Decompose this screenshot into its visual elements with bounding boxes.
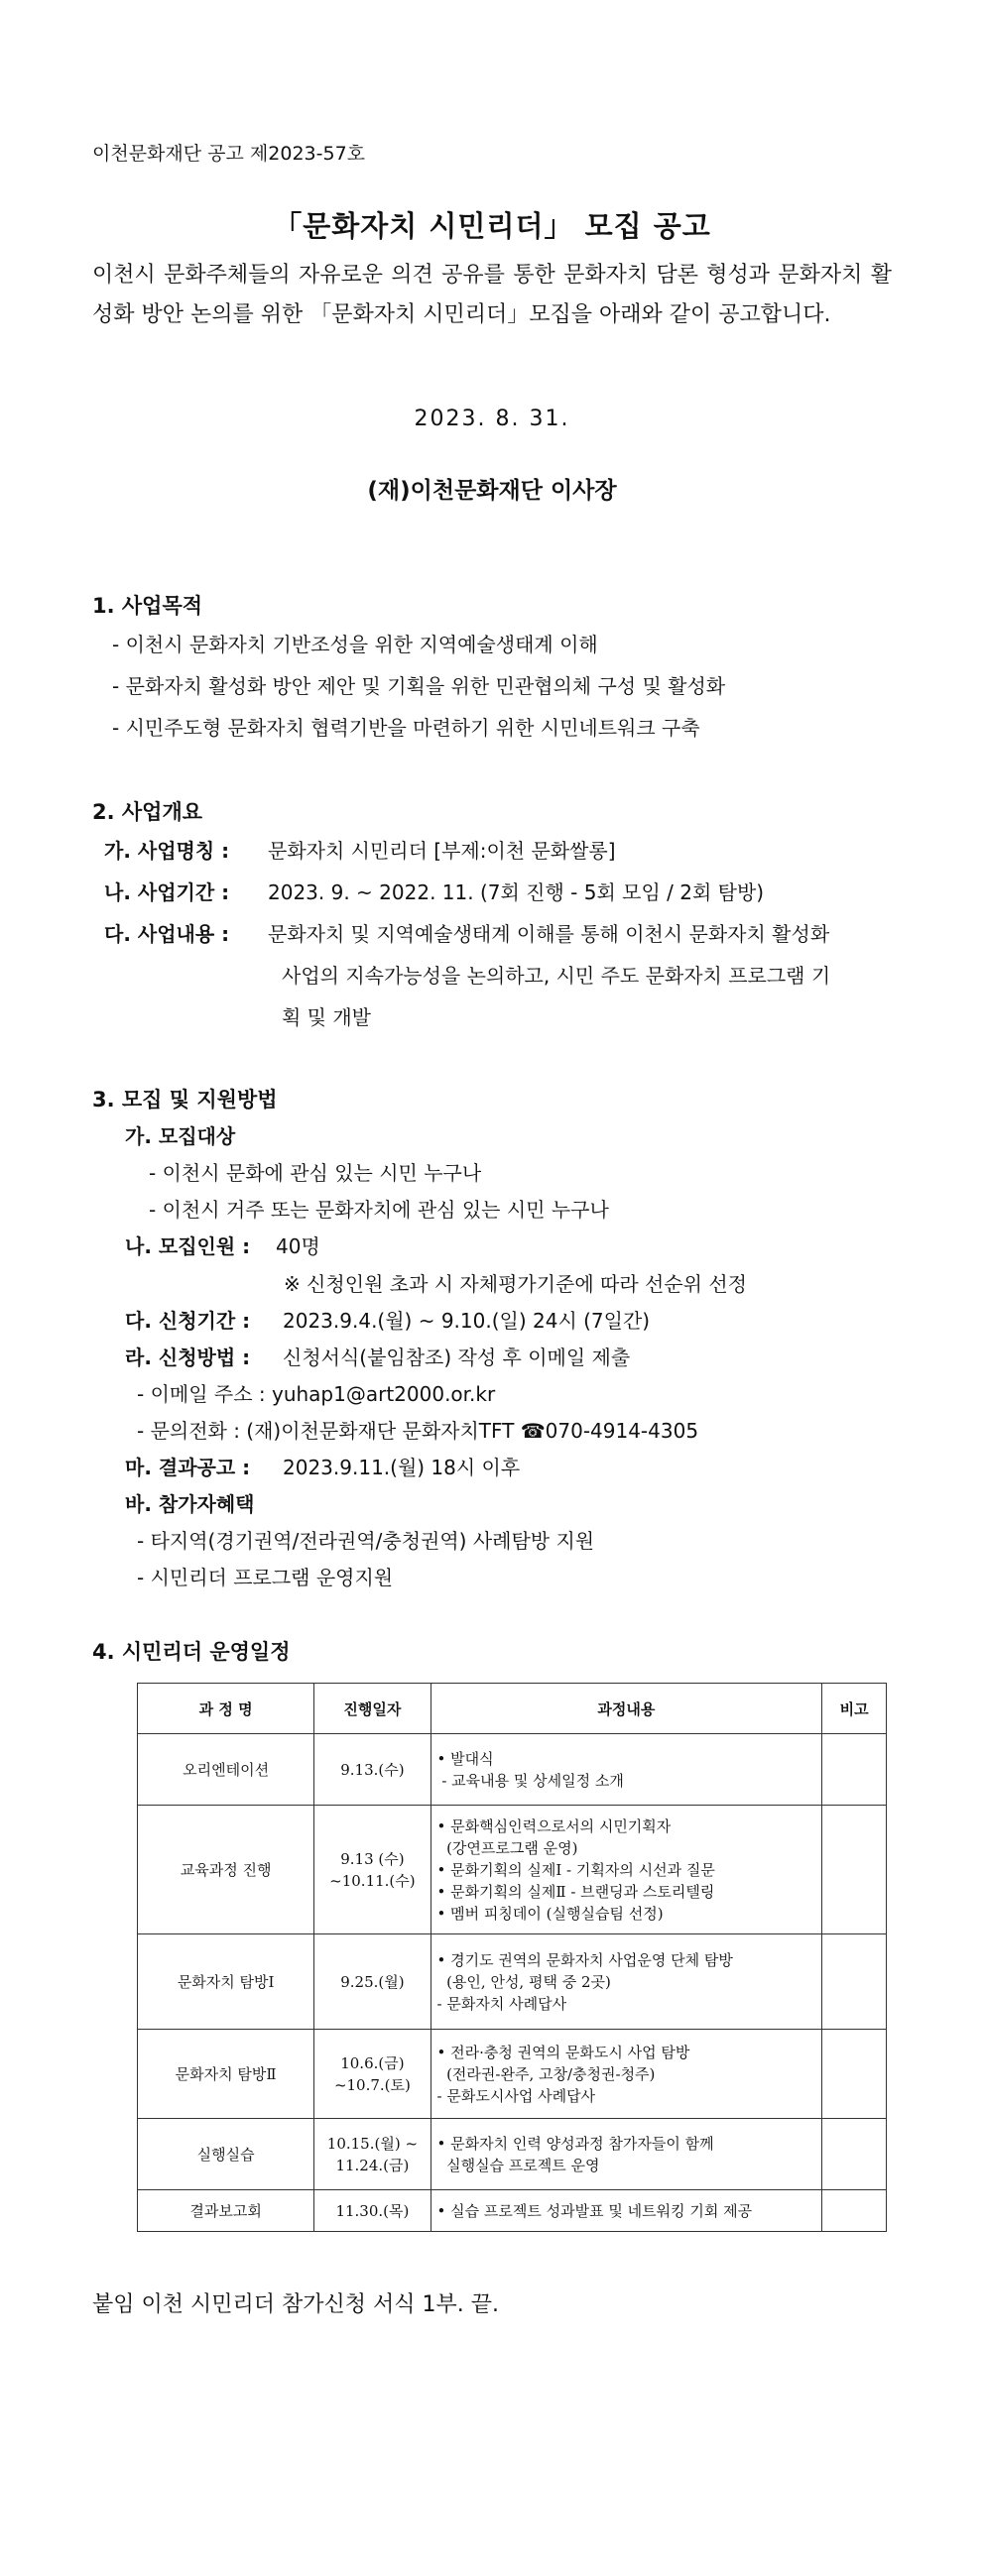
project-content-label: 다. 사업내용 : [104,922,230,946]
date-cell [314,1734,430,1806]
date-cell [314,2190,430,2232]
note-cell [822,2119,887,2190]
date-line: ~10.11.(수) [329,1871,416,1890]
table-row [138,2190,887,2232]
content-line: 실행실습 프로젝트 운영 [436,2156,600,2174]
content-line: - 문화도시사업 사례답사 [436,2086,596,2105]
content-line: (용인, 안성, 평택 중 2곳) [436,1972,611,1991]
result-label: 마. 결과공고 : [125,1456,251,1479]
schedule-table [137,1683,887,2232]
benefit-item: - 시민리더 프로그램 운영지원 [137,1566,394,1589]
course-name-cell: 문화자치 탐방Ⅰ [138,1934,314,2030]
count-value: 40명 [276,1234,320,1258]
intro-paragraph: 이천시 문화주체들의 자유로운 의견 공유를 통한 문화자치 담론 형성과 문화자치 활성화 방안 논의를 위한 「문화자치 시민리더」모집을 아래와 같이 공고합니다. [92,263,892,327]
project-period-value: 2023. 9. ~ 2022. 11. (7회 진행 - 5회 모임 / 2회 탐방) [268,880,765,904]
table-row [138,2030,887,2119]
section-1-heading: 1. 사업목적 [92,594,203,618]
benefit-label: 바. 참가자혜택 [125,1492,255,1516]
content-line: • 전라·충청 권역의 문화도시 사업 탐방 [436,2043,690,2061]
apply-period-value: 2023.9.4.(월) ~ 9.10.(일) 24시 (7일간) [283,1309,651,1333]
section-3-heading: 3. 모집 및 지원방법 [92,1088,278,1112]
date-line: 11.24.(금) [335,2156,410,2174]
notice-date: 2023. 8. 31. [414,407,570,431]
course-name-cell: 문화자치 탐방Ⅱ [138,2030,314,2119]
content-cell [430,1934,822,2030]
column-header: 진행일자 [314,1684,430,1734]
project-name-label: 가. 사업명칭 : [104,839,230,863]
date-cell [314,1806,430,1934]
apply-period-label: 다. 신청기간 : [125,1309,251,1333]
column-header: 과 정 명 [138,1684,314,1734]
content-line: • 문화기획의 실제Ⅱ - 브랜딩과 스토리텔링 [436,1882,715,1901]
table-row [138,1734,887,1806]
note-cell [822,2030,887,2119]
content-cell [430,2030,822,2119]
content-line: • 경기도 권역의 문화자치 사업운영 단체 탐방 [436,1950,733,1969]
course-name-cell: 실행실습 [138,2119,314,2190]
project-content-line: 사업의 지속가능성을 논의하고, 시민 주도 문화자치 프로그램 기 [282,964,831,988]
content-line: • 문화자치 인력 양성과정 참가자들이 함께 [436,2134,714,2153]
purpose-item: - 이천시 문화자치 기반조성을 위한 지역예술생태계 이해 [112,633,598,656]
content-line: • 실습 프로젝트 성과발표 및 네트워킹 기회 제공 [436,2201,753,2220]
attachment-note: 붙임 이천 시민리더 참가신청 서식 1부. 끝. [92,2292,499,2317]
purpose-item: - 시민주도형 문화자치 협력기반을 마련하기 위한 시민네트워크 구축 [112,716,700,740]
count-note: ※ 신청인원 초과 시 자체평가기준에 따라 선순위 선정 [284,1272,747,1296]
date-cell [314,2119,430,2190]
project-content-line: 획 및 개발 [282,1005,371,1029]
phone-line: - 문의전화 : (재)이천문화재단 문화자치TFT ☎070-4914-4305 [137,1419,699,1443]
result-value: 2023.9.11.(월) 18시 이후 [283,1456,521,1479]
course-name-cell: 오리엔테이션 [138,1734,314,1806]
content-line: - 교육내용 및 상세일정 소개 [436,1771,624,1790]
date-line: 10.6.(금) [340,2053,405,2072]
table-row [138,2119,887,2190]
date-line: ~10.7.(토) [333,2075,411,2094]
table-row [138,1934,887,2030]
content-line: • 문화기획의 실제Ⅰ - 기획자의 시선과 질문 [436,1860,715,1879]
date-line: 11.30.(목) [335,2201,410,2220]
apply-method-label: 라. 신청방법 : [125,1346,251,1369]
column-header: 비고 [822,1684,887,1734]
page-title: 「문화자치 시민리더」 모집 공고 [273,209,711,243]
course-name-cell: 결과보고회 [138,2190,314,2232]
project-name-value: 문화자치 시민리더 [부제:이천 문화쌀롱] [268,839,616,863]
benefit-item: - 타지역(경기권역/전라권역/충청권역) 사례탐방 지원 [137,1529,595,1553]
content-line: • 발대식 [436,1749,494,1768]
content-cell [430,2119,822,2190]
content-cell [430,1806,822,1934]
notice-reference: 이천문화재단 공고 제2023-57호 [92,143,366,165]
date-line: 9.25.(월) [340,1972,405,1991]
date-line: 10.15.(월) ~ [326,2134,419,2153]
note-cell [822,1734,887,1806]
project-content-line: 문화자치 및 지역예술생태계 이해를 통해 이천시 문화자치 활성화 [268,922,830,946]
note-cell [822,2190,887,2232]
note-cell [822,1806,887,1934]
content-cell [430,2190,822,2232]
project-period-label: 나. 사업기간 : [104,880,230,904]
target-item: - 이천시 문화에 관심 있는 시민 누구나 [149,1161,482,1185]
content-cell [430,1734,822,1806]
note-cell [822,1934,887,2030]
content-line: - 문화자치 사례답사 [436,1994,567,2013]
issuer: (재)이천문화재단 이사장 [367,478,617,504]
date-cell [314,2030,430,2119]
section-4-heading: 4. 시민리더 운영일정 [92,1640,291,1664]
content-line: • 문화핵심인력으로서의 시민기획자 [436,1816,672,1835]
content-line: (강연프로그램 운영) [436,1838,578,1857]
content-line: (전라권-완주, 고창/충청권-청주) [436,2064,656,2083]
date-line: 9.13.(수) [340,1760,405,1779]
table-header-row [138,1684,887,1734]
target-label: 가. 모집대상 [125,1124,236,1148]
section-2-heading: 2. 사업개요 [92,800,203,824]
column-header: 과정내용 [430,1684,822,1734]
course-name-cell: 교육과정 진행 [138,1806,314,1934]
target-item: - 이천시 거주 또는 문화자치에 관심 있는 시민 누구나 [149,1198,609,1222]
count-label: 나. 모집인원 : [125,1234,251,1258]
email-line: - 이메일 주소 : yuhap1@art2000.or.kr [137,1382,496,1406]
date-line: 9.13 (수) [340,1849,405,1868]
content-line: • 멤버 피칭데이 (실행실습팀 선정) [436,1904,664,1923]
date-cell [314,1934,430,2030]
table-row [138,1806,887,1934]
apply-method-value: 신청서식(붙임참조) 작성 후 이메일 제출 [283,1346,631,1369]
purpose-item: - 문화자치 활성화 방안 제안 및 기획을 위한 민관협의체 구성 및 활성화 [112,674,726,698]
